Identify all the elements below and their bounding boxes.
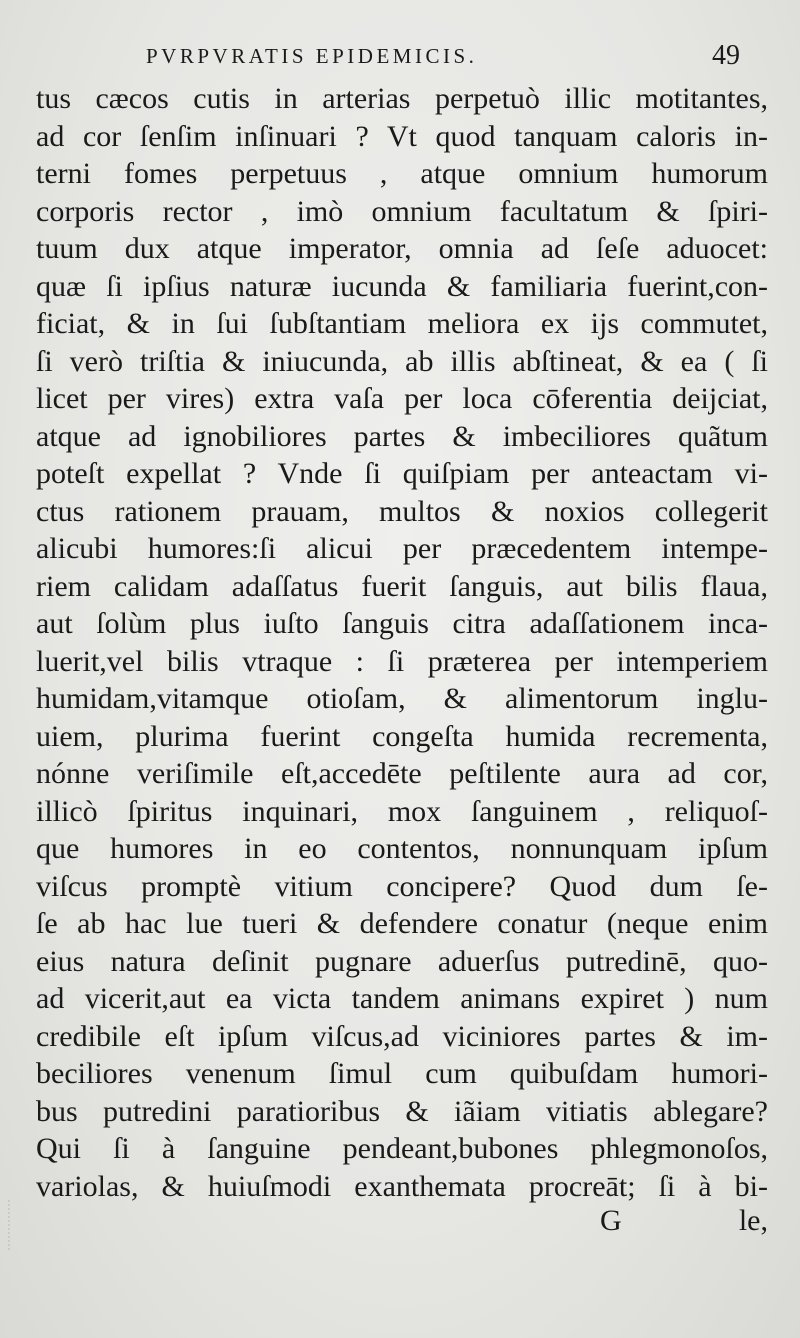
text-line: aut ſolùm plus iuſto ſanguis citra adaſſationem inca- <box>36 607 768 640</box>
text-line: luerit,vel bilis vtraque : ſi præterea per intemperiem <box>36 644 768 678</box>
text-line: uiem, plurima fuerint congeſta humida recrementa, <box>36 719 768 753</box>
text-line: ad vicerit,aut ea victa tandem animans expiret ) num <box>36 982 768 1015</box>
body-text <box>36 80 768 1205</box>
text-line: riem calidam adaſſatus fuerit ſanguis, aut bilis flaua, <box>36 569 768 603</box>
text-line: Qui ſi à ſanguine pendeant,bubones phlegmonoſos, <box>36 1132 768 1165</box>
text-line: illicò ſpiritus inquinari, mox ſanguinem , reliquoſ- <box>36 794 768 828</box>
text-line: bus putredini paratioribus & iãiam vitiatis ablegare? <box>36 1094 768 1128</box>
text-line: ad cor ſenſim inſinuari ? Vt quod tanquam caloris in- <box>36 119 768 153</box>
text-line: tuum dux atque imperator, omnia ad ſeſe aduocet: <box>36 232 768 265</box>
running-title: PVRPVRATIS EPIDEMICIS. <box>146 44 478 68</box>
text-line: licet per vires) extra vaſa per loca cōferentia deijciat, <box>36 382 768 415</box>
text-line: que humores in eo contentos, nonnunquam ipſum <box>36 832 768 865</box>
text-line: ſi verò triſtia & iniucunda, ab illis abſtineat, & ea ( ſi <box>36 344 768 378</box>
text-line: corporis rector , imò omnium facultatum & ſpiri- <box>36 194 768 228</box>
text-line: ſe ab hac lue tueri & defendere conatur (neque enim <box>36 907 768 940</box>
text-line: tus cæcos cutis in arterias perpetuò illic motitantes, <box>36 82 768 115</box>
text-line: humidam,vitamque otioſam, & alimentorum inglu- <box>36 682 768 715</box>
text-line: poteſt expellat ? Vnde ſi quiſpiam per anteactam vi- <box>36 457 768 490</box>
text-line: viſcus promptè vitium concipere? Quod dum ſe- <box>36 869 768 903</box>
text-line: alicubi humores:ſi alicui per præcedentem intempe- <box>36 532 768 565</box>
text-line: nónne veriſimile eſt,accedēte peſtilente aura ad cor, <box>36 757 768 790</box>
text-line: atque ad ignobiliores partes & imbeciliores quãtum <box>36 419 768 453</box>
text-line: credibile eſt ipſum viſcus,ad viciniores partes & im- <box>36 1019 768 1053</box>
text-line: beciliores venenum ſimul cum quibuſdam humori- <box>36 1057 768 1090</box>
text-line: variolas, & huiuſmodi exanthemata procreāt; ſi à bi- <box>36 1169 768 1203</box>
text-line: eius natura deſinit pugnare aduerſus putredinē, quo- <box>36 944 768 978</box>
text-line: terni fomes perpetuus , atque omnium humorum <box>36 157 768 190</box>
text-line: quæ ſi ipſius naturæ iucunda & familiaria fuerint,con- <box>36 269 768 303</box>
catchword: le, <box>738 1204 768 1237</box>
signature-mark: G <box>600 1204 622 1237</box>
text-line: ficiat, & in ſui ſubſtantiam meliora ex ijs commutet, <box>36 307 768 340</box>
page-number: 49 <box>712 40 740 71</box>
text-line: ctus rationem prauam, multos & noxios collegerit <box>36 494 768 528</box>
margin-bleed-mark <box>8 1200 24 1250</box>
footer-signature-row <box>600 1204 768 1238</box>
